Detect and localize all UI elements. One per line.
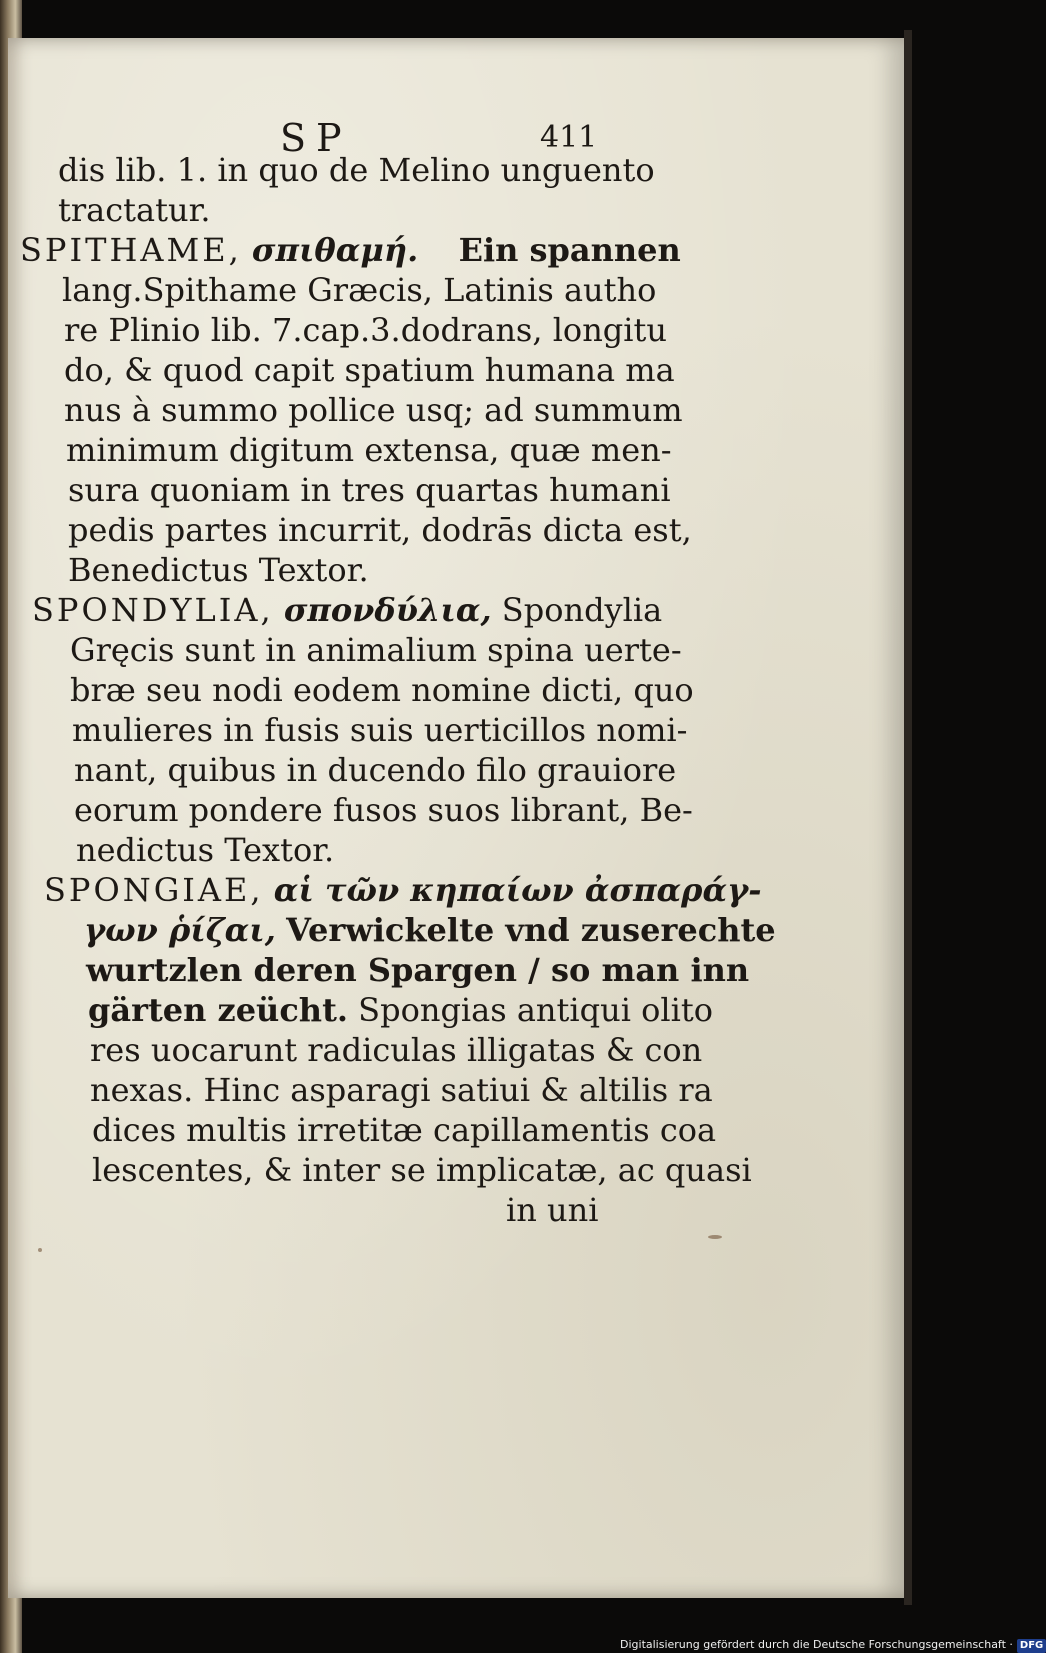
greek-gloss: αἱ τῶν κηπαίων ἀσπαράγ- [273,871,762,909]
entry-line [32,590,662,630]
line-text: nant, quibus in ducendo filo grauiore [74,751,677,789]
running-head: SP [280,116,352,160]
german-gloss: Verwickelte vnd zuserechte [286,911,776,949]
line-text: mulieres in fusis suis uerticillos nomi- [72,711,688,749]
text-line [90,1070,713,1110]
greek-gloss: σπιθαμή. [251,231,419,269]
greek-gloss: γων ῥίζαι, [84,911,276,949]
footer-text: Digitalisierung gefördert durch die Deutsche Forschungsgemeinschaft · [620,1638,1013,1651]
entry-lemma: SPITHAME, [20,231,242,269]
text-line [70,630,682,670]
text-line [68,510,692,550]
catchword [506,1190,598,1230]
text-line [64,310,667,350]
text-line [66,430,672,470]
line-text: lang.Spithame Græcis, Latinis autho [62,271,657,309]
text-line [76,830,334,870]
german-gloss: Ein spannen [458,231,681,269]
line-text: bræ seu nodi eodem nomine dicti, quo [70,671,694,709]
catchword-text: in uni [506,1191,599,1229]
text-line [88,990,713,1030]
line-text: nus à summo pollice usq; ad summum [64,391,683,429]
text-line [62,270,656,310]
german-gloss: gärten zeücht. [88,991,348,1029]
german-gloss: wurtzlen deren Spargen / so man inn [86,951,750,989]
line-text: sura quoniam in tres quartas humani [68,471,671,509]
text-line [68,550,369,590]
text-line [64,390,683,430]
book-page [8,38,904,1598]
line-text: res uocarunt radiculas illigatas & con [90,1031,703,1069]
text-line [92,1150,752,1190]
entry-line [44,870,761,910]
text-line [74,750,676,790]
line-text: lescentes, & inter se implicatæ, ac quasi [92,1151,752,1189]
page-number: 411 [540,120,598,155]
dfg-logo: DFG [1017,1639,1046,1653]
text-line [92,1110,716,1150]
line-text: dices multis irretitæ capillamentis coa [92,1111,717,1149]
line-text: do, & quod capit spatium humana ma [64,351,675,389]
entry-lemma: SPONDYLIA, [32,591,274,629]
text-line [68,470,671,510]
line-text: Spongias antiqui olito [358,991,713,1029]
text-line [90,1030,702,1070]
line-text: nexas. Hinc asparagi satiui & altilis ra [90,1071,713,1109]
digitization-footer [620,1637,1046,1653]
entry-lemma: SPONGIAE, [44,871,264,909]
text-line [72,710,687,750]
line-text: Benedictus Textor. [68,551,369,589]
text-line [58,190,211,230]
greek-gloss: σπονδύλια, [283,591,492,629]
text-line [58,150,655,190]
line-text: eorum pondere fusos suos librant, Be- [74,791,693,829]
text-line [70,670,694,710]
line-text: minimum digitum extensa, quæ men- [66,431,672,469]
text-line [84,910,776,950]
line-text: Spondylia [501,591,663,629]
line-text: tractatur. [58,191,211,229]
text-line [74,790,693,830]
line-text: re Plinio lib. 7.cap.3.dodrans, longitu [64,311,667,349]
line-text: pedis partes incurrit, dodrās dicta est, [68,511,692,549]
line-text: dis lib. 1. in quo de Melino unguento [58,151,655,189]
page-text [8,38,904,1598]
page-edge-shadow [904,30,912,1605]
line-text: nedictus Textor. [76,831,335,869]
text-line [64,350,675,390]
line-text: Gręcis sunt in animalium spina uerte- [70,631,682,669]
entry-line [20,230,681,270]
text-line [86,950,749,990]
